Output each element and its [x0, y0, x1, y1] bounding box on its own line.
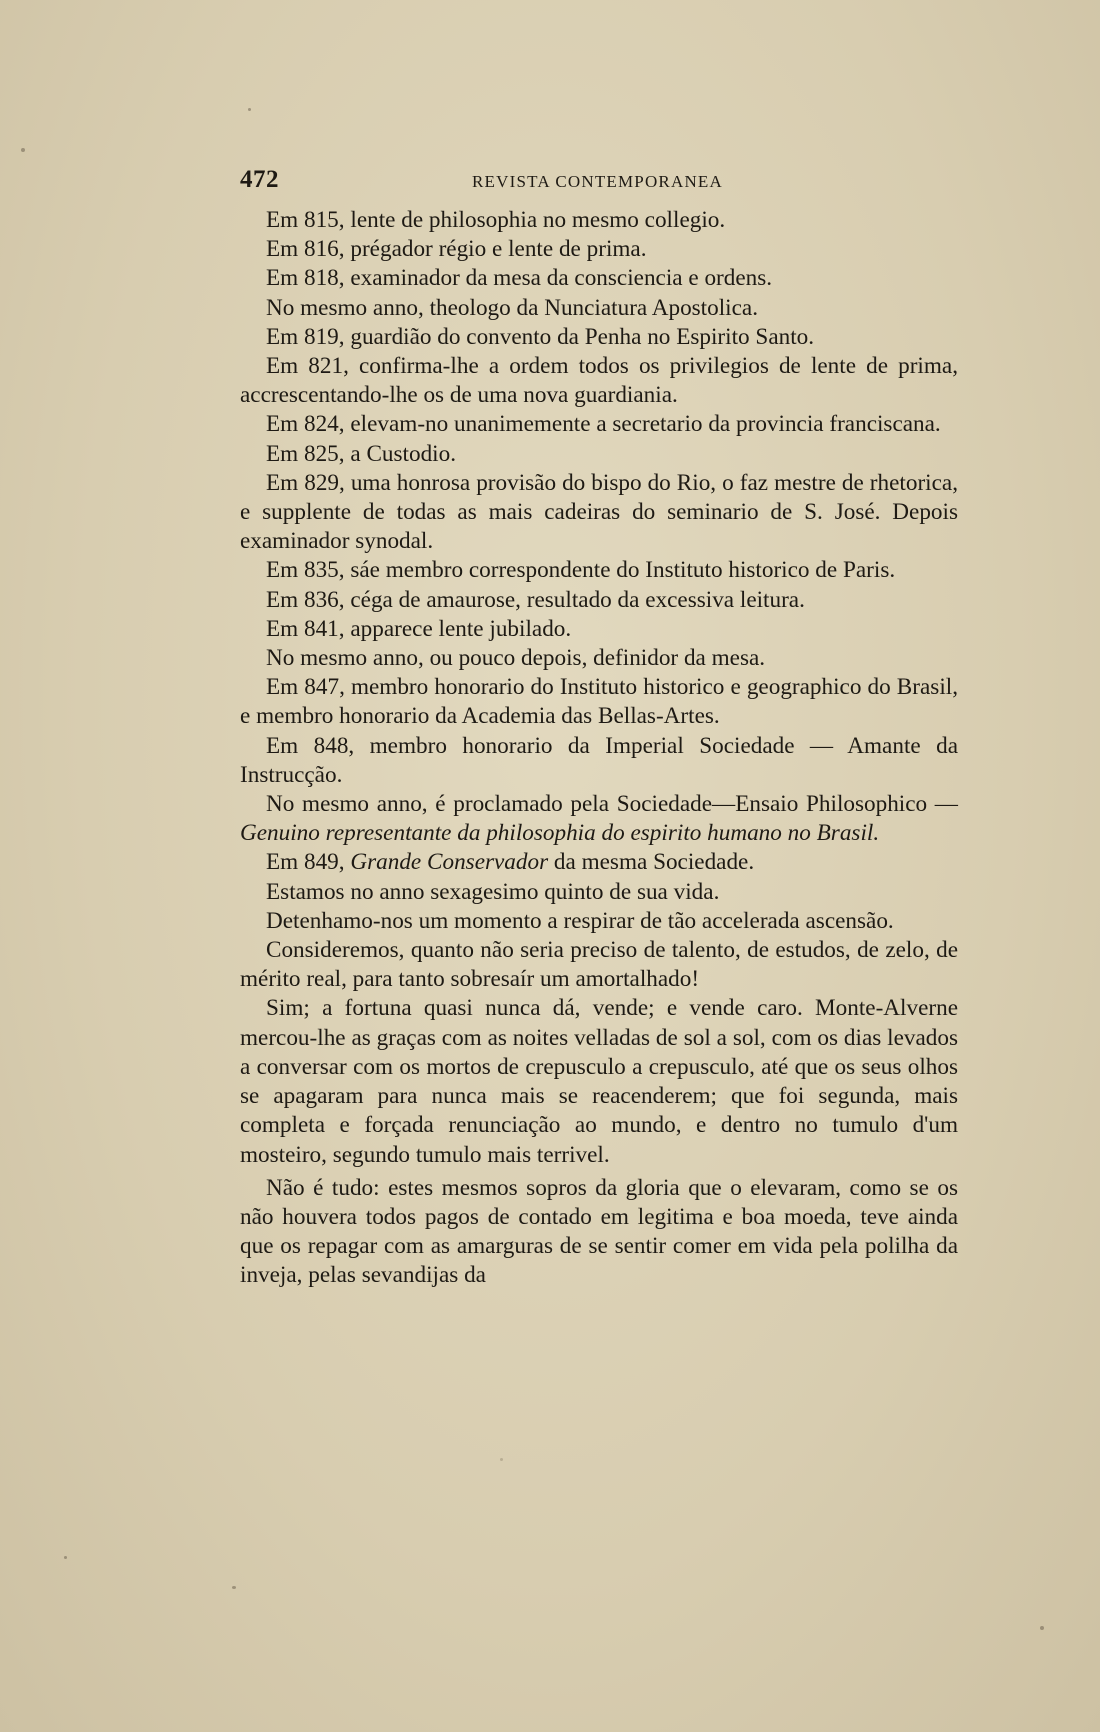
paper-speck: [1040, 1626, 1044, 1630]
paragraph-825: Em 825, a Custodio.: [266, 440, 457, 467]
paragraph-836: Em 836, céga de amaurose, resultado da excessiva leitura.: [266, 586, 805, 613]
page-header: [240, 166, 958, 196]
paper-speck: [248, 108, 251, 111]
paragraph-829: Em 829, uma honrosa provisão do bispo do Rio, o faz mestre de rhetorica, e supplente de todas as mais cadeiras do seminario de S. José. Depois examinador synodal.: [240, 469, 958, 555]
paragraph-fortuna: Sim; a fortuna quasi nunca dá, vende; e vende caro. Monte-Alverne mercou-lhe as graças com as noites velladas de sol a sol, com os dias levados a conversar com os mortos de crepusculo a crepusculo, até que os seus olhos se apagaram para nunca mais se reacenderem; que foi segunda, mais completa e forçada renunciação ao mundo, e dentro no tumulo d'um mosteiro, segundo tumulo mais terrivel.: [240, 995, 958, 1168]
paragraph-ensaio-italic: Genuino representante da philosophia do espirito humano no Brasil.: [240, 820, 880, 847]
body-text: [240, 206, 958, 1291]
paragraph-definidor: No mesmo anno, ou pouco depois, definidor da mesa.: [266, 645, 766, 672]
paragraph-detenhamo: Detenhamo-nos um momento a respirar de tão accelerada ascensão.: [266, 907, 894, 934]
paper-speck: [64, 1556, 67, 1559]
paper-speck: [21, 148, 25, 152]
paragraph-841: Em 841, apparece lente jubilado.: [266, 615, 572, 642]
paragraph-847: Em 847, membro honorario do Instituto historico e geographico do Brasil, e membro honorario da Academia das Bellas-Artes.: [240, 674, 958, 730]
paragraph-ensaio-philosophico: [240, 790, 958, 848]
paragraph-849-italic: Grande Conservador: [350, 849, 549, 876]
paragraph-849-text-before: Em 849,: [266, 849, 351, 876]
paper-speck: [232, 1586, 236, 1589]
paragraph-835: Em 835, sáe membro correspondente do Instituto historico de Paris.: [266, 557, 896, 584]
paragraph-824: Em 824, elevam-no unanimemente a secretario da provincia franciscana.: [266, 411, 941, 438]
paragraph-848: Em 848, membro honorario da Imperial Sociedade — Amante da Instrucção.: [240, 732, 958, 788]
paragraph-nao-e-tudo: Não é tudo: estes mesmos sopros da gloria que o elevaram, como se os não houvera todos pagos de contado em legitima e boa moeda, teve ainda que os repagar com as amarguras de se sentir comer em vida pela polilha da inveja, pelas sevandijas da: [240, 1174, 958, 1289]
paragraph-nunciatura: No mesmo anno, theologo da Nunciatura Apostolica.: [266, 294, 758, 321]
paragraph-816: Em 816, prégador régio e lente de prima.: [266, 236, 647, 263]
paragraph-consideremos: Consideremos, quanto não seria preciso de talento, de estudos, de zelo, de mérito real, para tanto sobresaír um amortalhado!: [240, 937, 958, 993]
paragraph-849-text-after: da mesma Sociedade.: [548, 849, 755, 876]
paragraph-sexagesimo: Estamos no anno sexagesimo quinto de sua vida.: [266, 878, 720, 905]
paragraph-815: Em 815, lente de philosophia no mesmo collegio.: [266, 207, 726, 233]
paragraph-849: [240, 848, 958, 877]
running-head: REVISTA CONTEMPORANEA: [472, 172, 723, 191]
paragraph-ensaio-text: No mesmo anno, é proclamado pela Sociedade—Ensaio Philosophico —: [266, 791, 958, 818]
paragraph-818: Em 818, examinador da mesa da consciencia e ordens.: [266, 265, 773, 292]
page-number: 472: [240, 166, 279, 193]
paragraph-819: Em 819, guardião do convento da Penha no Espirito Santo.: [266, 323, 815, 350]
paragraph-821: Em 821, confirma-lhe a ordem todos os privilegios de lente de prima, accrescentando-lhe os de uma nova guardiania.: [240, 353, 958, 409]
paper-speck: [500, 1458, 503, 1461]
